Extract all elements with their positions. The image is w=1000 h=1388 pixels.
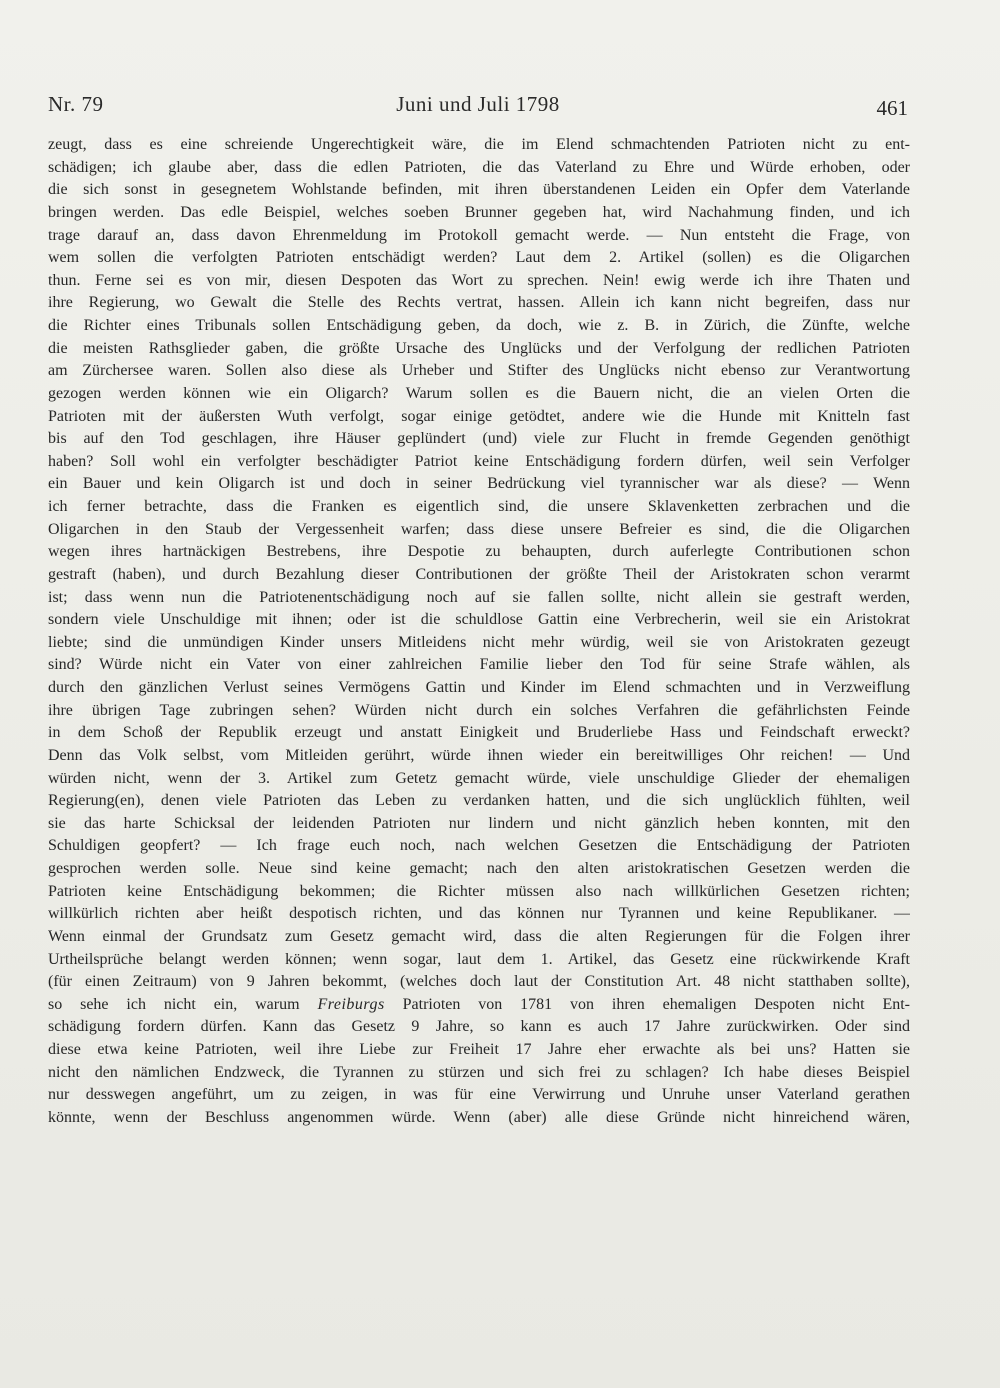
text-line: sondern viele Unschuldige mit ihnen; oder ist die schuldlose Gattin eine Verbrecherin, weil sie ein Aristokrat [48,611,910,629]
date-range: Juni und Juli 1798 [396,92,560,116]
text-line: gestraft (haben), und durch Bezahlung dieser Contributionen der größte Theil der Aristokraten schon verarmt [48,565,910,583]
text-line: sie das harte Schicksal der leidenden Patrioten nur lindern und nicht gänzlich heben konnten, mit den [48,814,910,832]
text-line: bringen werden. Das edle Beispiel, welches soeben Brunner gegeben hat, wird Nachahmung finden, und ich [48,203,910,221]
text-line: wegen ihres hartnäckigen Bestrebens, ihre Despotie zu behaupten, durch auferlegte Contributionen schon [48,543,910,561]
text-line: bis auf den Tod geschlagen, ihre Häuser geplündert (und) viele zur Flucht in fremde Gegenden genöthigt [48,430,910,448]
text-line: thun. Ferne sei es von mir, diesen Despoten das Wort zu sprechen. Nein! ewig werde ich ihre Thaten und [48,271,910,289]
text-line: könnte, wenn der Beschluss angenommen würde. Wenn (aber) alle diese Gründe nicht hinreichend wären, [48,1108,910,1126]
text-line: Schuldigen geopfert? — Ich frage euch noch, nach welchen Gesetzen die Entschädigung der Patrioten [48,837,910,855]
text-line: in dem Schoß der Republik erzeugt und anstatt Einigkeit und Bruderliebe Hass und Feindschaft erweckt? [48,724,910,742]
text-line: ich ferner betrachte, dass die Franken es eigentlich sind, die unsere Sklavenketten zerbrachen und die [48,498,910,515]
text-line: Urtheilsprüche belangt werden können; wenn sogar, laut dem 1. Artikel, das Gesetz eine rückwirkende Kraft [48,950,910,968]
text-line: wem sollen die verfolgten Patrioten entschädigt werden? Laut dem 2. Artikel (sollen) es die Oligarchen [48,249,910,267]
text-line: Patrioten mit der äußersten Wuth verfolgt, sogar einige getödtet, andere wie die Hunde mit Knitteln fast [48,407,910,425]
italic-place-name: Freiburgs [317,995,385,1013]
text-run: so sehe ich nicht ein, warum [48,995,318,1013]
text-line: diese etwa keine Patrioten, weil ihre Liebe zur Freiheit 17 Jahre eher erwachte als bei uns? Hatten sie [48,1041,910,1058]
text-line: die meisten Rathsglieder gaben, die größte Ursache des Unglücks und der Verfolgung der redlichen Patrioten [48,339,910,357]
text-line: die Richter eines Tribunals sollen Entschädigung geben, da doch, wie z. B. in Zürich, die Zünfte, welche [48,317,910,334]
text-line: Denn das Volk selbst, vom Mitleiden gerührt, würde ihnen wieder ein bereitwilliges Ohr reichen! — Und [48,746,910,764]
text-line: die sich sonst in gesegnetem Wohlstande befinden, mit ihren überstandenen Leiden ein Opfer dem Vaterlande [48,181,910,199]
text-line: willkürlich richten aber heißt despotisch richten, und das können nur Tyrannen und keine Republikaner. — [48,905,910,923]
text-line: nur desswegen angeführt, um zu zeigen, in was für eine Verwirrung und Unruhe unser Vaterland gerathen [48,1086,910,1104]
text-line: ein Bauer und kein Oligarch ist und doch in seiner Bedrückung viel tyrannischer war als diese? — Wenn [48,475,910,493]
text-line: gesprochen werden solle. Neue sind keine gemacht; nach den alten aristokratischen Gesetzen werden die [48,860,910,877]
text-line: (für einen Zeitraum) von 9 Jahren bekommt, (welches doch laut der Constitution Art. 48 nicht statthaben sollte), [48,973,910,991]
text-line: ist; dass wenn nun die Patriotenentschädigung noch auf sie fallen sollte, nicht allein sie gestraft werden, [48,588,910,606]
text-line: haben? Soll wohl ein verfolgter beschädigter Patriot keine Entschädigung fordern dürfen, weil sein Verfolger [48,452,910,470]
text-line: durch den gänzlichen Verlust seines Vermögens Gattin und Kinder im Elend schmachten und in Verzweiflung [48,679,910,696]
text-line: Wenn einmal der Grundsatz zum Gesetz gemacht wird, dass die alten Regierungen für die Folgen ihrer [48,927,910,945]
text-line: nicht den nämlichen Endzweck, die Tyrannen zu stürzen und sich frei zu schlagen? Ich habe dieses Beispiel [48,1063,910,1081]
text-line: Patrioten keine Entschädigung bekommen; die Richter müssen also nach willkürlichen Gesetzen richten; [48,882,910,900]
issue-number: Nr. 79 [48,92,104,116]
text-line: sind? Würde nicht ein Vater von einer zahlreichen Familie lieber den Tod für seine Strafe wählen, als [48,656,910,674]
text-line: schädigung fordern dürfen. Kann das Gesetz 9 Jahre, so kann es auch 17 Jahre zurückwirken. Oder sind [48,1018,910,1036]
text-line: trage darauf an, dass davon Ehrenmeldung im Protokoll gemacht werde. — Nun entsteht die Frage, von [48,226,910,244]
text-line: Oligarchen in den Staub der Vergessenheit warfen; dass diese unsere Befreier es sind, die die Oligarchen [48,520,910,538]
text-line: Regierung(en), denen viele Patrioten das Leben zu verdanken hatten, und die sich unglücklich fühlten, weil [48,792,910,810]
page-number: 461 [876,96,908,120]
text-line: ihre übrigen Tage zubringen sehen? Würden nicht durch ein solches Verfahren die gefährlichsten Feinde [48,701,910,719]
running-head [48,92,908,122]
text-line: gezogen werden können wie ein Oligarch? Warum sollen es die Bauern nicht, die an vielen Orten die [48,384,910,402]
text-run: Patrioten von 1781 von ihren ehemaligen Despoten nicht Ent- [384,995,910,1013]
text-line [48,994,910,1017]
text-line: am Zürchersee waren. Sollen also diese als Urheber und Stifter des Unglücks nicht ebenso zur Verantwortung [48,362,910,380]
text-line: würden nicht, wenn der 3. Artikel zum Getetz gemacht würde, viele unschuldige Glieder der ehemaligen [48,769,910,787]
text-line: schädigen; ich glaube aber, dass die edlen Patrioten, die das Vaterland zu Ehre und Würde erhoben, oder [48,158,910,176]
body-text [48,134,910,1130]
text-line: zeugt, dass es eine schreiende Ungerechtigkeit wäre, die im Elend schmachtenden Patrioten nicht zu ent- [48,136,910,153]
text-line: ihre Regierung, wo Gewalt die Stelle des Rechts vertrat, hassen. Allein ich kann nicht begreifen, dass nur [48,294,910,312]
text-line: liebte; sind die unmündigen Kinder unsers Mitleidens nicht mehr würdig, weil sie von Aristokraten gezeugt [48,633,910,651]
